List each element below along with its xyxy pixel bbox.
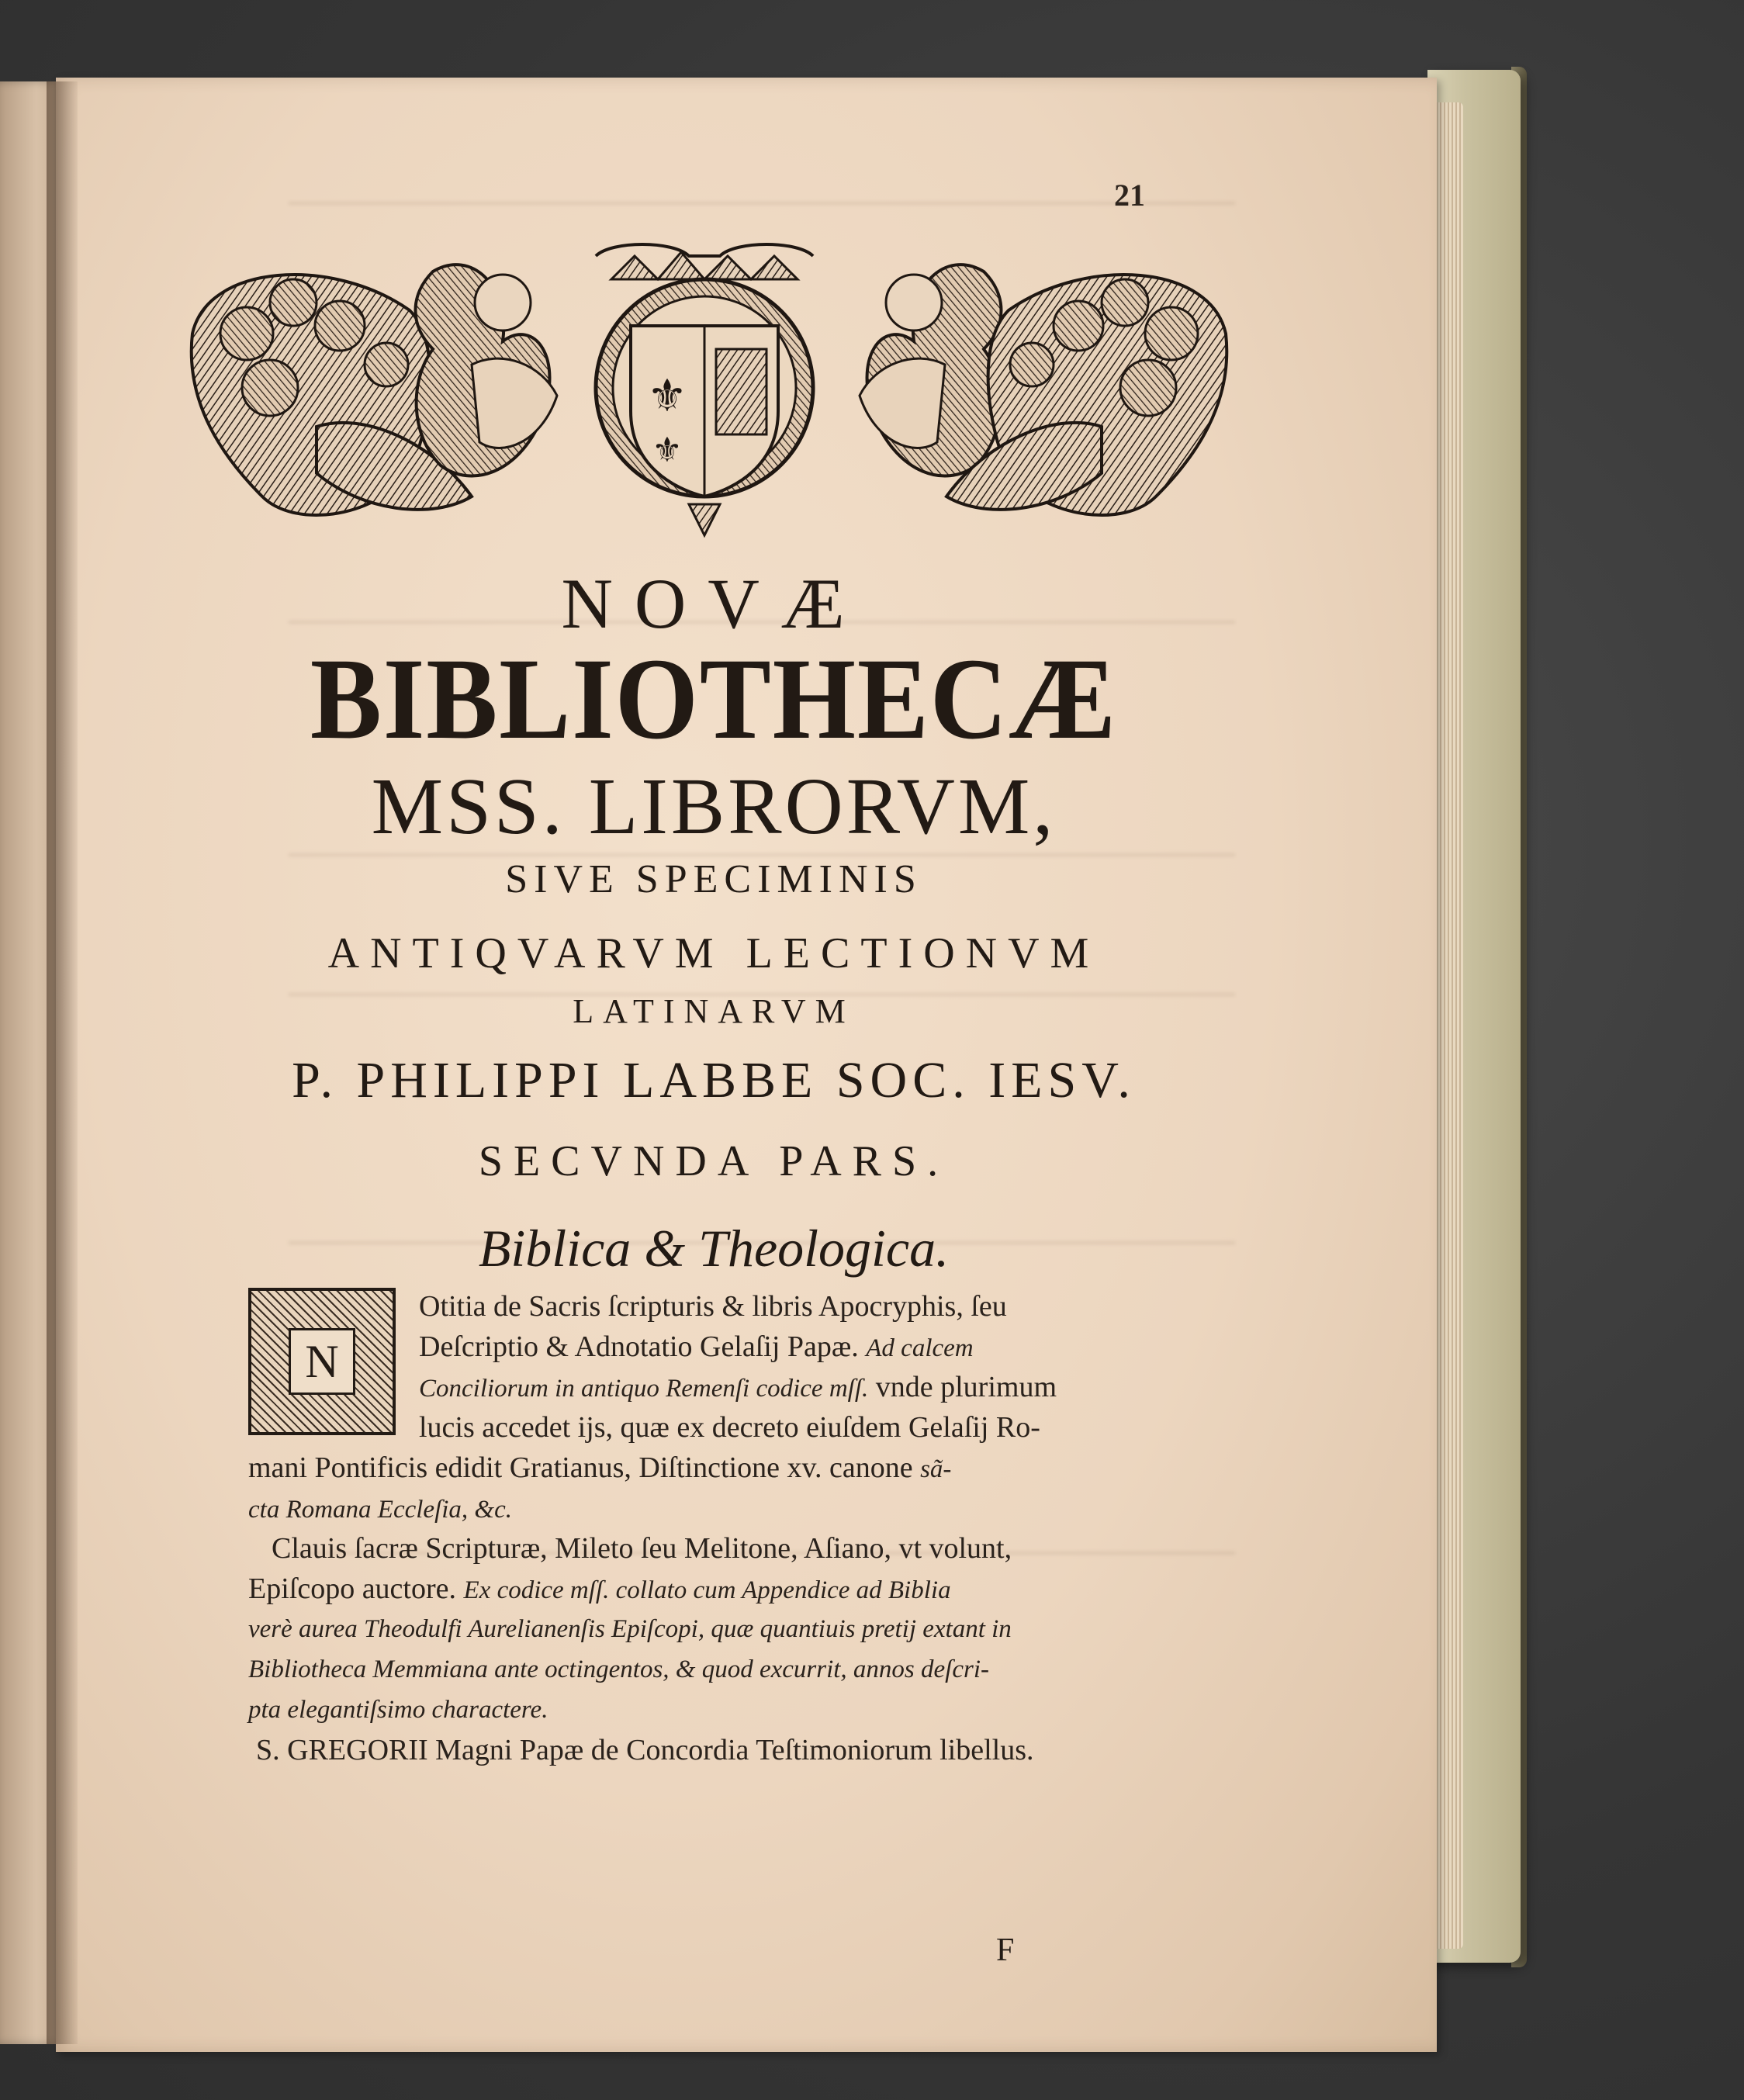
- text-segment: Epiſcopo auctore.: [248, 1572, 457, 1605]
- text-line: Clauis ſacræ Scripturæ, Mileto ſeu Melitone, Aſiano, vt volunt,: [272, 1532, 1012, 1565]
- text-line: Otitia de Sacris ſcripturis & libris Apocryphis, ſeu: [419, 1290, 1007, 1323]
- text-line: [248, 1489, 1179, 1528]
- royal-coat-of-arms-icon: [596, 244, 813, 535]
- title-secunda-pars: SECVNDA PARS.: [478, 1137, 950, 1185]
- right-cherub-icon: [860, 265, 1002, 476]
- dropcap-letter: N: [289, 1328, 355, 1395]
- text-line: [419, 1368, 1179, 1407]
- title-bibliothecae: BIBLIOTHECÆ: [310, 635, 1118, 763]
- text-segment: Deſcriptio & Adnotatio Gelaſij Papæ.: [419, 1330, 859, 1363]
- italic-note: Ex codice mſſ. collato cum Appendice ad Biblia: [463, 1576, 951, 1604]
- title-antiquarum-lectionum: ANTIQVARVM LECTIONVM: [327, 929, 1100, 977]
- page-number: 21: [1114, 178, 1145, 213]
- text-line: [419, 1328, 1179, 1367]
- title-latinarum: LATINARVM: [573, 992, 855, 1030]
- text-line: [248, 1570, 1179, 1609]
- italic-note: sã-: [920, 1455, 952, 1483]
- gutter-shadow: [47, 81, 78, 2044]
- text-line: pta elegantiſsimo charactere.: [248, 1696, 548, 1724]
- title-novae: NOVÆ: [561, 564, 867, 643]
- text-line: verè aurea Theodulfi Aurelianenſis Epiſcopi, quæ quantiuis pretij extant in: [248, 1615, 1012, 1643]
- decorated-initial: [248, 1288, 396, 1435]
- italic-note: Conciliorum in antiquo Remenſi codice mſſ.: [419, 1375, 869, 1403]
- signature-mark: F: [996, 1932, 1015, 1968]
- text-line: S. GREGORII Magni Papæ de Concordia Teſtimoniorum libellus.: [256, 1734, 1034, 1766]
- svg-text:⚜: ⚜: [647, 369, 687, 422]
- section-heading: Biblica & Theologica.: [478, 1219, 950, 1278]
- text-segment: vnde plurimum: [875, 1371, 1057, 1403]
- italic-note: Ad calcem: [866, 1334, 974, 1362]
- title-sive-speciminis: SIVE SPECIMINIS: [505, 857, 922, 901]
- text-line: lucis accedet ijs, quæ ex decreto eiuſdem Gelaſij Ro-: [419, 1411, 1040, 1444]
- italic-note: cta Romana Eccleſia, &c.: [248, 1496, 512, 1524]
- left-cherub-icon: [416, 265, 558, 476]
- woodcut-headpiece-ornament: [177, 240, 1241, 543]
- text-line: Bibliotheca Memmiana ante octingentos, & quod excurrit, annos deſcri-: [248, 1655, 989, 1683]
- title-mss-librorum: MSS. LIBRORVM,: [371, 762, 1057, 851]
- text-line: [248, 1449, 1179, 1488]
- text-segment: mani Pontificis edidit Gratianus, Diſtinctione xv. canone: [248, 1451, 913, 1484]
- title-author: P. PHILIPPI LABBE SOC. IESV.: [292, 1052, 1136, 1109]
- bleed-through-line: [289, 202, 1235, 205]
- svg-text:⚜: ⚜: [652, 431, 683, 470]
